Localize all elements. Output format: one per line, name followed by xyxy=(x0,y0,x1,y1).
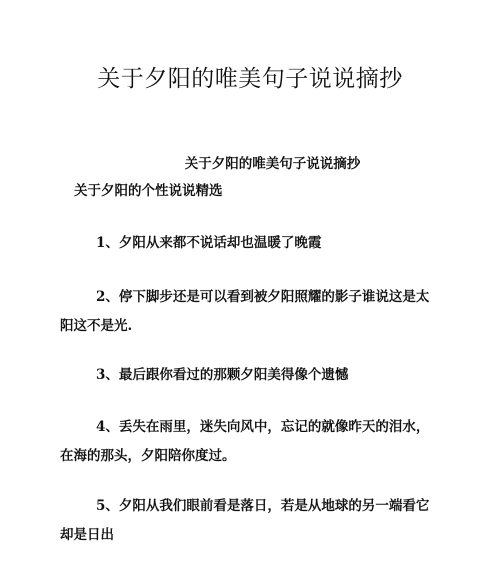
section-heading: 关于夕阳的个性说说精选 xyxy=(74,183,223,199)
list-item-5: 5、夕阳从我们眼前看是落日，若是从地球的另一端看它却是日出 xyxy=(60,498,430,543)
list-item-1: 1、夕阳从来都不说话却也温暖了晚霞 xyxy=(96,235,322,251)
document-subtitle: 关于夕阳的唯美句子说说摘抄 xyxy=(184,156,361,172)
list-item-3: 3、最后跟你看过的那颗夕阳美得像个遗憾 xyxy=(96,367,349,383)
document-title: 关于夕阳的唯美句子说说摘抄 xyxy=(97,66,403,92)
list-item-2: 2、停下脚步还是可以看到被夕阳照耀的影子谁说这是太阳这不是光. xyxy=(60,289,430,334)
list-item-4: 4、丢失在雨里，迷失向风中，忘记的就像昨天的泪水，在海的那头，夕阳陪你度过。 xyxy=(60,419,430,464)
